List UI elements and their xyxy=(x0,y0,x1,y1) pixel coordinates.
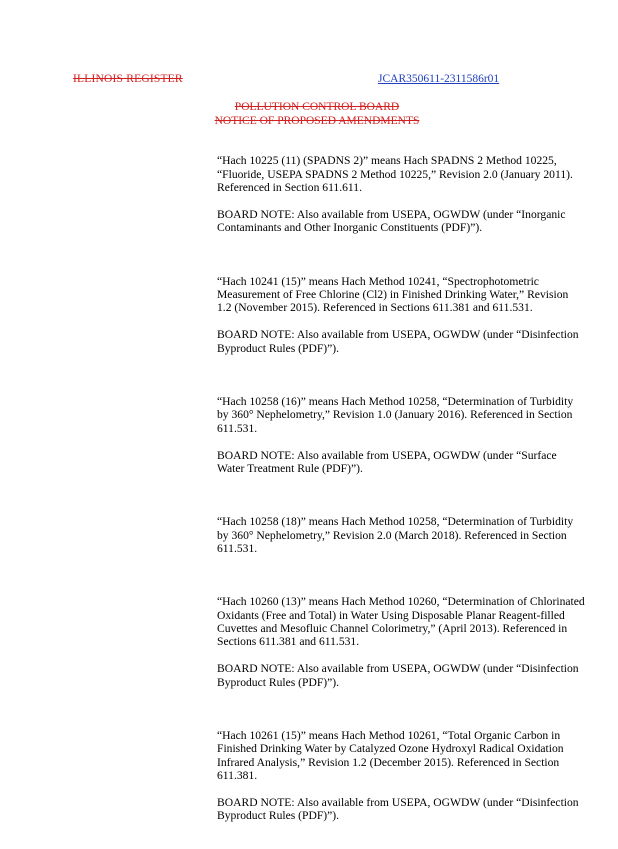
board-note: BOARD NOTE: Also available from USEPA, OGWDW (under “Disinfection Byproduct Rules (PDF)”). xyxy=(217,662,579,689)
board-note: BOARD NOTE: Also available from USEPA, OGWDW (under “Disinfection Byproduct Rules (PDF)”). xyxy=(217,328,579,355)
definition-entry xyxy=(217,141,585,248)
register-title: ILLINOIS REGISTER xyxy=(73,73,183,85)
definitions-body xyxy=(217,141,585,849)
definition-entry xyxy=(217,582,585,703)
definition-entry xyxy=(217,382,585,489)
board-name: POLLUTION CONTROL BOARD xyxy=(234,101,400,113)
board-note: BOARD NOTE: Also available from USEPA, OGWDW (under “Inorganic Contaminants and Other Inorganic Constituents (PDF)”). xyxy=(217,208,566,235)
definition-text: “Hach 10261 (15)” means Hach Method 10261, “Total Organic Carbon in Finished Drinking Water by Catalyzed Ozone Hydroxyl Radical Oxidation Infrared Analysis,” Revision 1.2 (December 2015). Referenced in Section 611.381. xyxy=(217,728,564,783)
definition-text: “Hach 10260 (13)” means Hach Method 10260, “Determination of Chlorinated Oxidants (Free and Total) in Water Using Disposable Planar Reagent-filled Cuvettes and Mesofluic Channel Colorimetry,” (April 2013). Referenced in Sections 611.381 and 611.531. xyxy=(217,595,585,649)
definition-entry xyxy=(217,502,585,569)
definition-text: “Hach 10258 (16)” means Hach Method 10258, “Determination of Turbidity by 360° Nephelometry,” Revision 1.0 (January 2016). Referenced in Section 611.531. xyxy=(217,394,574,435)
document-id-link[interactable]: JCAR350611-2311586r01 xyxy=(378,73,500,85)
definition-entry xyxy=(217,261,585,368)
board-note: BOARD NOTE: Also available from USEPA, OGWDW (under “Surface Water Treatment Rule (PDF)”). xyxy=(217,448,557,475)
definition-text: “Hach 10225 (11) (SPADNS 2)” means Hach SPADNS 2 Method 10225, “Fluoride, USEPA SPADNS 2 Method 10225,” Revision 2.0 (January 2011). Referenced in Section 611.611. xyxy=(217,154,573,195)
definition-text: “Hach 10258 (18)” means Hach Method 10258, “Determination of Turbidity by 360° Nephelometry,” Revision 2.0 (March 2018). Referenced in Section 611.531. xyxy=(217,515,574,555)
notice-title: NOTICE OF PROPOSED AMENDMENTS xyxy=(214,115,420,127)
definition-text: “Hach 10241 (15)” means Hach Method 10241, “Spectrophotometric Measurement of Free Chlorine (Cl2) in Finished Drinking Water,” Revision 1.2 (November 2015). Referenced in Sections 611.381 and 611.531. xyxy=(217,274,569,315)
board-note: BOARD NOTE: Also available from USEPA, OGWDW (under “Disinfection Byproduct Rules (PDF)”). xyxy=(217,795,579,823)
definition-entry xyxy=(217,715,585,836)
